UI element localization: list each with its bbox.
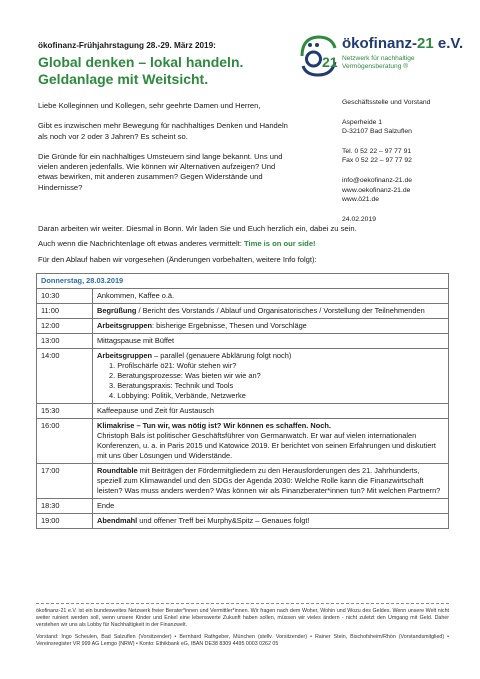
logo-name-prefix: ökofinanz- (342, 35, 417, 52)
programme-row (37, 289, 449, 304)
programme-row (37, 464, 449, 499)
programme-row (37, 499, 449, 514)
phone: Tel. 0 52 22 – 97 77 91 (342, 147, 412, 155)
programme-row (37, 419, 449, 464)
body-line-2-highlight: Time is on our side! (243, 239, 316, 248)
city: D-32107 Bad Salzuflen (342, 128, 412, 136)
programme-row (37, 334, 449, 349)
svg-text:21: 21 (322, 54, 338, 70)
programme-item-text: Christoph Bals ist politischer Geschäftsführer von Germanwatch. Er war auf vielen internationalen Konferenzen, u. a. in Paris 2015 und Katowice 2019. Er berichtet von seinen Erfahrungen und diskutiert mit uns über Lösungen und Widerstände. (97, 431, 436, 460)
programme-table (36, 273, 449, 529)
programme-item-text: : bisherige Ergebnisse, Thesen und Vorschläge (152, 321, 307, 330)
footer (36, 608, 449, 652)
workgroup-item: 3. Beratungspraxis: Technik und Tools (109, 381, 234, 390)
programme-item-text: Mittagspause mit Büffet (97, 336, 175, 345)
programme-item (93, 289, 449, 304)
workgroup-item: 2. Beratungsprozesse: Was bieten wir wie an? (109, 371, 261, 380)
programme-row (37, 514, 449, 529)
body-line-1: Daran arbeiten wir weiter. Diesmal in Bonn. Wir laden Sie und Euch herzlich ein, dabei zu sein. (38, 224, 357, 233)
headline-line-1: Global denken – lokal handeln. (38, 54, 244, 70)
programme-time: 15:30 (37, 404, 93, 419)
oe21-logo-icon (298, 34, 338, 78)
programme-time: 12:00 (37, 319, 93, 334)
programme-row (37, 349, 449, 404)
logo-tagline-1: Netzwerk für nachhaltige (342, 55, 415, 62)
website-link-2[interactable]: www.ö21.de (342, 196, 380, 204)
intro-paragraph-1: Gibt es inzwischen mehr Bewegung für nachhaltiges Denken und Handeln als noch vor 2 oder 3 Jahren? Es scheint so. (38, 121, 288, 141)
programme-row (37, 319, 449, 334)
letter-date: 24.02.2019 (342, 215, 377, 223)
address-block (342, 98, 462, 224)
programme-item-text: Ende (97, 501, 115, 510)
headline-line-2: Geldanlage mit Weitsicht. (38, 71, 209, 87)
logo-tagline (342, 55, 415, 71)
programme-item-text: Ankommen, Kaffee o.ä. (97, 291, 175, 300)
street: Asperheide 1 (342, 118, 383, 126)
logo-tagline-2: Vermögensberatung ® (342, 63, 409, 71)
programme-item-title: Arbeitsgruppen (97, 321, 153, 330)
programme-time: 13:00 (37, 334, 93, 349)
headline (38, 54, 298, 88)
programme-row (37, 404, 449, 419)
programme-item-title: Begrüßung (97, 306, 137, 315)
programme-item-text: und offener Treff bei Murphy&Spitz – Genaues folgt! (137, 516, 310, 525)
logo-name-suffix: e.V. (433, 35, 464, 52)
programme-item-text: Kaffeepause und Zeit für Austausch (97, 406, 214, 415)
website-link-1[interactable]: www.oekofinanz-21.de (342, 186, 411, 194)
office-label: Geschäftsstelle und Vorstand (342, 99, 431, 106)
footer-board: Vorstand: Ingo Scheulen, Bad Salzuflen (Vorsitzender) • Bernhard Rathgeber, München (stellv. Vorsitzender) • Rainer Stein, Bischofsheim/Rhön (Vorstandsmitglied) • Vereinsregister VR 999 AG Lemgo (NRW) • Konto: Ethikbank eG, IBAN DE38 8309 4495 0003 0262 05 (36, 633, 449, 647)
programme-item (93, 319, 449, 334)
programme-time: 17:00 (37, 464, 93, 499)
body-line-3: Für den Ablauf haben wir vorgesehen (Änderungen vorbehalten, weitere Info folgt): (38, 255, 317, 264)
logo-name-number: 21 (417, 35, 434, 52)
programme-time: 16:00 (37, 419, 93, 464)
programme-item (93, 349, 449, 404)
event-eyebrow: ökofinanz-Frühjahrstagung 28.-29. März 2019: (38, 41, 216, 50)
programme-item (93, 304, 449, 319)
programme-item-title: Klimakrise – Tun wir, was nötig ist? Wir können es schaffen. Noch. (97, 421, 331, 430)
email-link[interactable]: info@oekofinanz-21.de (342, 176, 413, 184)
body-line-2 (38, 239, 316, 248)
footer-about: ökofinanz-21 e.V. ist ein bundesweites Netzwerk freier Berater*innen und Vermittler*innen. Wir fragen nach dem Woher, Wohin und Wozu des Geldes. Wenn unsere Welt nicht weiter ruiniert werden soll, wenn unsere Kinder und Enkel eine lebenswerte Zukunft haben sollen, müssen wir vieles ändern - nicht zuletzt den Umgang mit Geld. Daher verstehen wir uns als Lobby für Nachhaltigkeit in der Finanzwelt. (36, 608, 449, 629)
programme-time: 19:00 (37, 514, 93, 529)
programme-time: 10:30 (37, 289, 93, 304)
programme-item (93, 334, 449, 349)
salutation: Liebe Kolleginnen und Kollegen, sehr geehrte Damen und Herren, (38, 101, 261, 110)
logo-name (342, 35, 463, 52)
programme-item-text: / Bericht des Vorstands / Ablauf und Organisatorisches / Vorstellung der Teilnehmenden (136, 306, 425, 315)
programme-item (93, 404, 449, 419)
programme-item (93, 419, 449, 464)
body-line-2-text: Auch wenn die Nachrichtenlage oft etwas anderes vermittelt: (38, 239, 244, 248)
programme-item-title: Arbeitsgruppen (97, 351, 153, 360)
fax: Fax 0 52 22 – 97 77 92 (342, 157, 412, 165)
programme-item-text: mit Beiträgen der Fördermitgliedern zu den Herausforderungen des 21. Jahrhunderts, speziell zum Klimawandel und den SDGs der Agenda 2030: Welche Rolle kann die Finanzwirtschaft leisten? Was muss anders werden? Was können wir als Finanzberater*innen tun? Mit welchen Partnern? (97, 466, 441, 495)
workgroup-item: 4. Lobbying: Politik, Verbände, Netzwerke (109, 391, 246, 400)
programme-item-text: – parallel (genauere Abklärung folgt noch) (152, 351, 292, 360)
programme-item (93, 464, 449, 499)
programme-item-title: Roundtable (97, 466, 138, 475)
programme-item (93, 499, 449, 514)
workgroup-list (109, 361, 444, 401)
intro-paragraph-2: Die Gründe für ein nachhaltiges Umsteuern sind lange bekannt. Uns und vielen anderen jedenfalls. Wie können wir Alternativen aufzeigen? Und etwas bewirken, mit anderen zusammen? Gegen Widerstände und Hindernisse? (38, 151, 283, 192)
programme-time: 18:30 (37, 499, 93, 514)
programme-item-title: Abendmahl (97, 516, 138, 525)
workgroup-item: 1. Profilschärfe ö21: Wofür stehen wir? (109, 361, 237, 370)
oekofinanz-logo (296, 34, 464, 80)
programme-item (93, 514, 449, 529)
intro-text (38, 101, 288, 203)
programme-time: 11:00 (37, 304, 93, 319)
programme-day-row (37, 274, 449, 289)
programme-day-header: Donnerstag, 28.03.2019 (37, 274, 449, 289)
programme-time: 14:00 (37, 349, 93, 404)
programme-row (37, 304, 449, 319)
footer-divider (36, 603, 449, 604)
